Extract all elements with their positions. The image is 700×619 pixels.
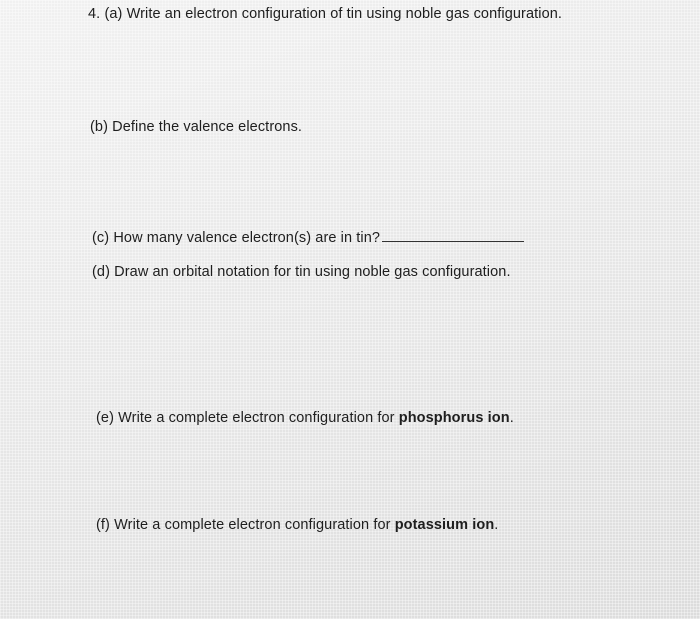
question-4a-text: (a) Write an electron configuration of tin using noble gas configuration.	[104, 6, 563, 22]
question-4c	[92, 230, 524, 246]
question-4f-text: (f) Write a complete electron configuration for	[96, 517, 395, 533]
question-4e-period: .	[509, 410, 514, 426]
question-4a	[88, 6, 562, 22]
question-4b	[90, 119, 302, 135]
question-4f-period: .	[494, 517, 499, 533]
question-4f-emphasis: potassium ion	[394, 517, 495, 533]
question-4d	[92, 264, 511, 280]
answer-blank-line[interactable]	[382, 231, 524, 242]
question-4e-emphasis: phosphorus ion	[398, 410, 510, 426]
question-4c-text: (c) How many valence electron(s) are in tin?	[92, 230, 381, 246]
question-4d-text: (d) Draw an orbital notation for tin using noble gas configuration.	[92, 264, 511, 280]
question-4f	[96, 517, 498, 533]
question-4e-text: (e) Write a complete electron configuration for	[96, 410, 399, 426]
question-4e	[96, 410, 514, 426]
question-number: 4.	[88, 6, 101, 22]
question-4b-text: (b) Define the valence electrons.	[90, 119, 303, 135]
